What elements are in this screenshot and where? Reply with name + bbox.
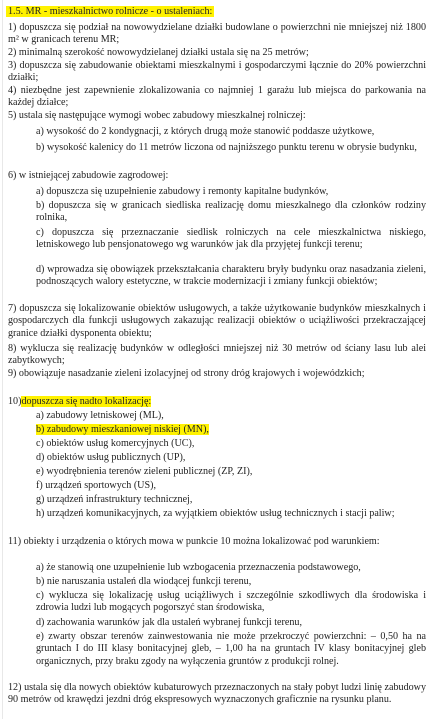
item-8: 8) wyklucza się realizację budynków w odległości mniejszej niż 30 metrów od ściany lasu lub alei zabytkowych; [8,343,426,367]
section-heading [6,6,214,18]
item-6d: d) wprowadza się obowiązek przekształcania charakteru bryły budynku oraz nasadzania zieleni, podnoszących walory estetyczne, w trakcie modernizacji i zmiany funkcji obiektów; [36,264,426,288]
item-5b: b) wysokość kalenicy do 11 metrów liczona od najniższego punktu terenu w obrysie budynku, [36,142,417,153]
item-11b: b) nie naruszania ustaleń dla wiodącej funkcji terenu, [36,576,252,587]
item-10c: c) obiektów usług komercyjnych (UC), [36,438,195,449]
item-4: 4) niezbędne jest zapewnienie zlokalizowania co najmniej 1 garażu lub miejsca do parkowania na każdej działce; [8,85,426,109]
item-6b: b) dopuszcza się w granicach siedliska realizację domu mieszkalnego dla członków rodziny rolnika, [36,200,426,224]
item-7: 7) dopuszcza się lokalizowanie obiektów usługowych, a także użytkowanie budynków mieszkalnych i gospodarczych dla funkcji usługowych zakazując realizacji obiektów o uciążliwości przekraczającej granice działki dysponenta obiektu; [8,303,426,339]
item-10d: d) obiektów usług publicznych (UP), [36,452,186,463]
item-11a: a) że stanowią one uzupełnienie lub wzbogacenia przeznaczenia podstawowego, [36,562,361,573]
item-11e: e) zwarty obszar terenów zainwestowania nie może przekroczyć powierzchni: – 0,50 ha na gruntach I do III klasy bonitacyjnej gleb, – 1,00 ha na gruntach IV klasy bonitacyjnej gleb organicznych, przy braku zgody na wyłączenia gruntów z produkcji rolnej. [36,631,426,667]
item-9: 9) obowiązuje nasadzanie zieleni izolacyjnej od strony dróg krajowych i wojewódzkich; [8,368,365,379]
item-10a: a) zabudowy letniskowej (ML), [36,410,164,421]
item-10-number: 10) [8,396,22,407]
item-11d: d) zachowania warunków jak dla ustaleń wybranej funkcji terenu, [36,617,302,628]
item-6c: c) dopuszcza się przeznaczanie siedlisk rolniczych na cele mieszkalnictwa niskiego, letniskowego lub pensjonatowego wg warunków jak dla przyjętej funkcji terenu; [36,227,426,251]
heading-highlight: 1.5. MR - mieszkalnictwo rolnicze - o ustaleniach: [8,6,213,17]
page-edge-line [2,0,3,719]
item-10b-highlight: b) zabudowy mieszkaniowej niskiej (MN), [36,424,209,435]
item-10g: g) urządzeń infrastruktury technicznej, [36,494,193,505]
item-12: 12) ustala się dla nowych obiektów kubaturowych przeznaczonych na stały pobyt ludzi linię zabudowy 90 metrów od krawędzi jezdni dróg ekspresowych wyznaczonych graficznie na rysunku planu. [8,682,426,706]
item-10-highlight: dopuszcza się nadto lokalizację: [21,396,152,407]
item-6: 6) w istniejącej zabudowie zagrodowej: [8,170,169,181]
item-5a: a) wysokość do 2 kondygnacji, z których drugą może stanowić poddasze użytkowe, [36,126,375,137]
item-5: 5) ustala się następujące wymogi wobec zabudowy mieszkalnej rolniczej: [8,110,306,121]
item-10e: e) wyodrębnienia terenów zieleni publicznej (ZP, ZI), [36,466,253,477]
item-6a: a) dopuszcza się uzupełnienie zabudowy i remonty kapitalne budynków, [36,186,329,197]
item-1: 1) dopuszcza się podział na nowowydzielane działki budowlane o powierzchni nie mniejszej niż 1800 m² w granicach terenu MR; [8,22,426,46]
item-3: 3) dopuszcza się zabudowanie obiektami mieszkalnymi i gospodarczymi łącznie do 20% powierzchni działki; [8,60,426,84]
item-11: 11) obiekty i urządzenia o których mowa w punkcie 10 można lokalizować pod warunkiem: [8,536,380,547]
item-2: 2) minimalną szerokość nowowydzielanej działki ustala się na 25 metrów; [8,47,309,58]
item-10b [36,424,426,436]
item-10h: h) urządzeń komunikacyjnych, za wyjątkiem obiektów usług technicznych i stacji paliw; [36,508,395,519]
item-10f: f) urządzeń sportowych (US), [36,480,156,491]
item-10 [8,396,426,408]
item-11c: c) wyklucza się lokalizację usług uciążliwych i szczególnie szkodliwych dla środowiska i zdrowia ludzi lub mogących pogorszyć stan środowiska, [36,590,426,614]
